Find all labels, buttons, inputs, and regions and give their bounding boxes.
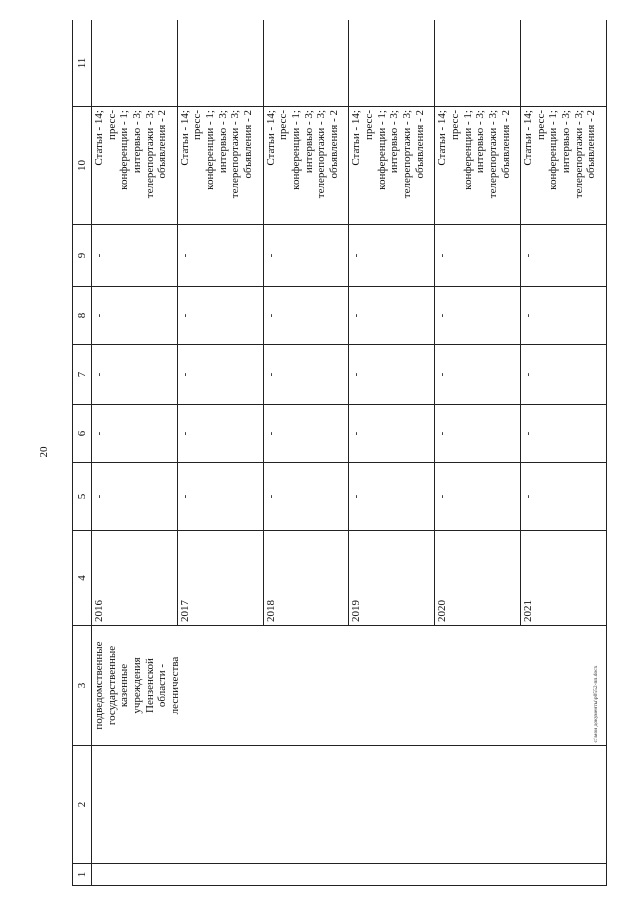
media-activity-cell — [263, 107, 349, 225]
media-activity-cell — [521, 107, 607, 225]
media-activity-line: объявления - 2 — [327, 110, 340, 179]
column-header-6: 6 — [73, 405, 92, 463]
media-activity-line: телерепортажи - 3; — [486, 110, 499, 199]
media-activity-line: телерепортажи - 3; — [315, 110, 328, 199]
media-activity-line: интервью - 3; — [302, 110, 315, 174]
value-cell-9: - — [263, 225, 349, 287]
table-row — [92, 20, 178, 886]
media-activity-line: Статьи - 14; — [522, 110, 535, 166]
media-activity-line: Статьи - 14; — [264, 110, 277, 166]
value-cell-8: - — [521, 287, 607, 345]
media-activity-cell — [349, 107, 435, 225]
organization-line: учреждения — [130, 657, 143, 714]
value-cell-5: - — [92, 463, 178, 531]
media-activity-line: телерепортажи - 3; — [229, 110, 242, 199]
value-cell-6: - — [177, 405, 263, 463]
media-activity-line: пресс- — [277, 110, 290, 140]
column-header-11: 11 — [73, 20, 92, 107]
media-activity-line: конференции - 1; — [461, 110, 474, 190]
media-activity-line: интервью - 3; — [216, 110, 229, 174]
value-cell-5: - — [349, 463, 435, 531]
value-cell-6: - — [263, 405, 349, 463]
year-cell: 2020 — [435, 531, 521, 626]
value-cell-11 — [435, 20, 521, 107]
organization-line: казенные — [118, 663, 131, 708]
media-activity-line: пресс- — [191, 110, 204, 140]
value-cell-9: - — [521, 225, 607, 287]
value-cell-8: - — [177, 287, 263, 345]
value-cell-11 — [521, 20, 607, 107]
media-activity-line: интервью - 3; — [560, 110, 573, 174]
media-activity-line: Статьи - 14; — [178, 110, 191, 166]
column-header-7: 7 — [73, 345, 92, 405]
value-cell-7: - — [521, 345, 607, 405]
organization-line: лесничества — [168, 656, 181, 715]
media-activity-line: конференции - 1; — [375, 110, 388, 190]
media-activity-line: конференции - 1; — [118, 110, 131, 190]
value-cell-5: - — [263, 463, 349, 531]
media-activity-line: Статьи - 14; — [350, 110, 363, 166]
value-cell-9: - — [177, 225, 263, 287]
column-header-5: 5 — [73, 463, 92, 531]
year-cell: 2016 — [92, 531, 178, 626]
year-cell: 2018 — [263, 531, 349, 626]
value-cell-6: - — [435, 405, 521, 463]
value-cell-9: - — [349, 225, 435, 287]
media-activity-line: объявления - 2 — [242, 110, 255, 179]
media-activity-line: Статьи - 14; — [436, 110, 449, 166]
value-cell-7: - — [92, 345, 178, 405]
media-activity-line: телерепортажи - 3; — [572, 110, 585, 199]
media-activity-line: пресс- — [105, 110, 118, 140]
value-cell-5: - — [435, 463, 521, 531]
column-header-1: 1 — [73, 864, 92, 886]
table-body — [92, 20, 607, 886]
column-header-4: 4 — [73, 531, 92, 626]
media-activity-line: интервью - 3; — [388, 110, 401, 174]
organization-line: государственные — [105, 645, 118, 726]
media-activity-line: объявления - 2 — [585, 110, 598, 179]
media-activity-line: пресс- — [363, 110, 376, 140]
value-cell-11 — [177, 20, 263, 107]
rotated-table-container — [72, 20, 607, 886]
media-activity-line: пресс- — [448, 110, 461, 140]
value-cell-11 — [349, 20, 435, 107]
cell-col-1 — [92, 864, 607, 886]
value-cell-6: - — [349, 405, 435, 463]
header-row — [73, 20, 92, 886]
table-viewport — [72, 20, 607, 886]
media-activity-line: конференции - 1; — [204, 110, 217, 190]
media-activity-line: пресс- — [534, 110, 547, 140]
media-activity-line: телерепортажи - 3; — [401, 110, 414, 199]
media-activity-line: объявления - 2 — [413, 110, 426, 179]
value-cell-7: - — [435, 345, 521, 405]
value-cell-8: - — [263, 287, 349, 345]
column-header-10: 10 — [73, 107, 92, 225]
value-cell-8: - — [435, 287, 521, 345]
document-page: 20 1 2 3 4 5 6 7 8 9 10 11 подведомственные государственные казенные учреждения Пензенской области - лесничества 2016 - - - - - Статьи - 14; пресс- конференции - 1; интервью - 3; телерепортажи - 3; объявления - 2 2017 - - - - - Статьи - 14; пресс- конференции - 1; интервью - 3; телерепортажи - 3; объявления - 2 2018 - - - - - Статьи - 14; пресс- конференции - 1; интервью - 3; телерепортажи - 3; объявления - 2 2019 - - - - - Статьи - 14; пресс- конференции - 1; интервью - 3; телерепортажи - 3; объявления - 2 2020 - - - - - Статьи - 14; пресс- конференции - 1; интервью - 3; телерепортажи - 3; объявления - 2 2021 - - - - - Статьи - 14; пресс- конференции - 1; интервью - 3; телерепортажи - 3; объявления - 2 c:\мои документы\p0552-пп.docx — [0, 0, 640, 905]
media-activity-line: телерепортажи - 3; — [143, 110, 156, 199]
value-cell-8: - — [92, 287, 178, 345]
media-activity-line: конференции - 1; — [289, 110, 302, 190]
media-activity-line: конференции - 1; — [547, 110, 560, 190]
media-activity-line: объявления - 2 — [156, 110, 169, 179]
year-cell: 2017 — [177, 531, 263, 626]
column-header-8: 8 — [73, 287, 92, 345]
year-cell: 2019 — [349, 531, 435, 626]
value-cell-11 — [263, 20, 349, 107]
program-table — [72, 20, 607, 886]
organization-line: области - — [156, 663, 169, 708]
organization-cell — [92, 626, 607, 746]
value-cell-9: - — [435, 225, 521, 287]
value-cell-8: - — [349, 287, 435, 345]
organization-line: подведомственные — [93, 641, 105, 730]
value-cell-7: - — [349, 345, 435, 405]
value-cell-9: - — [92, 225, 178, 287]
year-cell: 2021 — [521, 531, 607, 626]
media-activity-line: интервью - 3; — [474, 110, 487, 174]
column-header-3: 3 — [73, 626, 92, 746]
column-header-2: 2 — [73, 746, 92, 864]
media-activity-line: объявления - 2 — [499, 110, 512, 179]
cell-col-2 — [92, 746, 607, 864]
value-cell-6: - — [92, 405, 178, 463]
value-cell-5: - — [521, 463, 607, 531]
column-header-9: 9 — [73, 225, 92, 287]
media-activity-cell — [177, 107, 263, 225]
value-cell-5: - — [177, 463, 263, 531]
value-cell-6: - — [521, 405, 607, 463]
media-activity-cell — [435, 107, 521, 225]
media-activity-line: Статьи - 14; — [93, 110, 105, 166]
media-activity-cell — [92, 107, 178, 225]
organization-line: Пензенской — [143, 658, 156, 713]
value-cell-11 — [92, 20, 178, 107]
value-cell-7: - — [177, 345, 263, 405]
media-activity-line: интервью - 3; — [130, 110, 143, 174]
value-cell-7: - — [263, 345, 349, 405]
